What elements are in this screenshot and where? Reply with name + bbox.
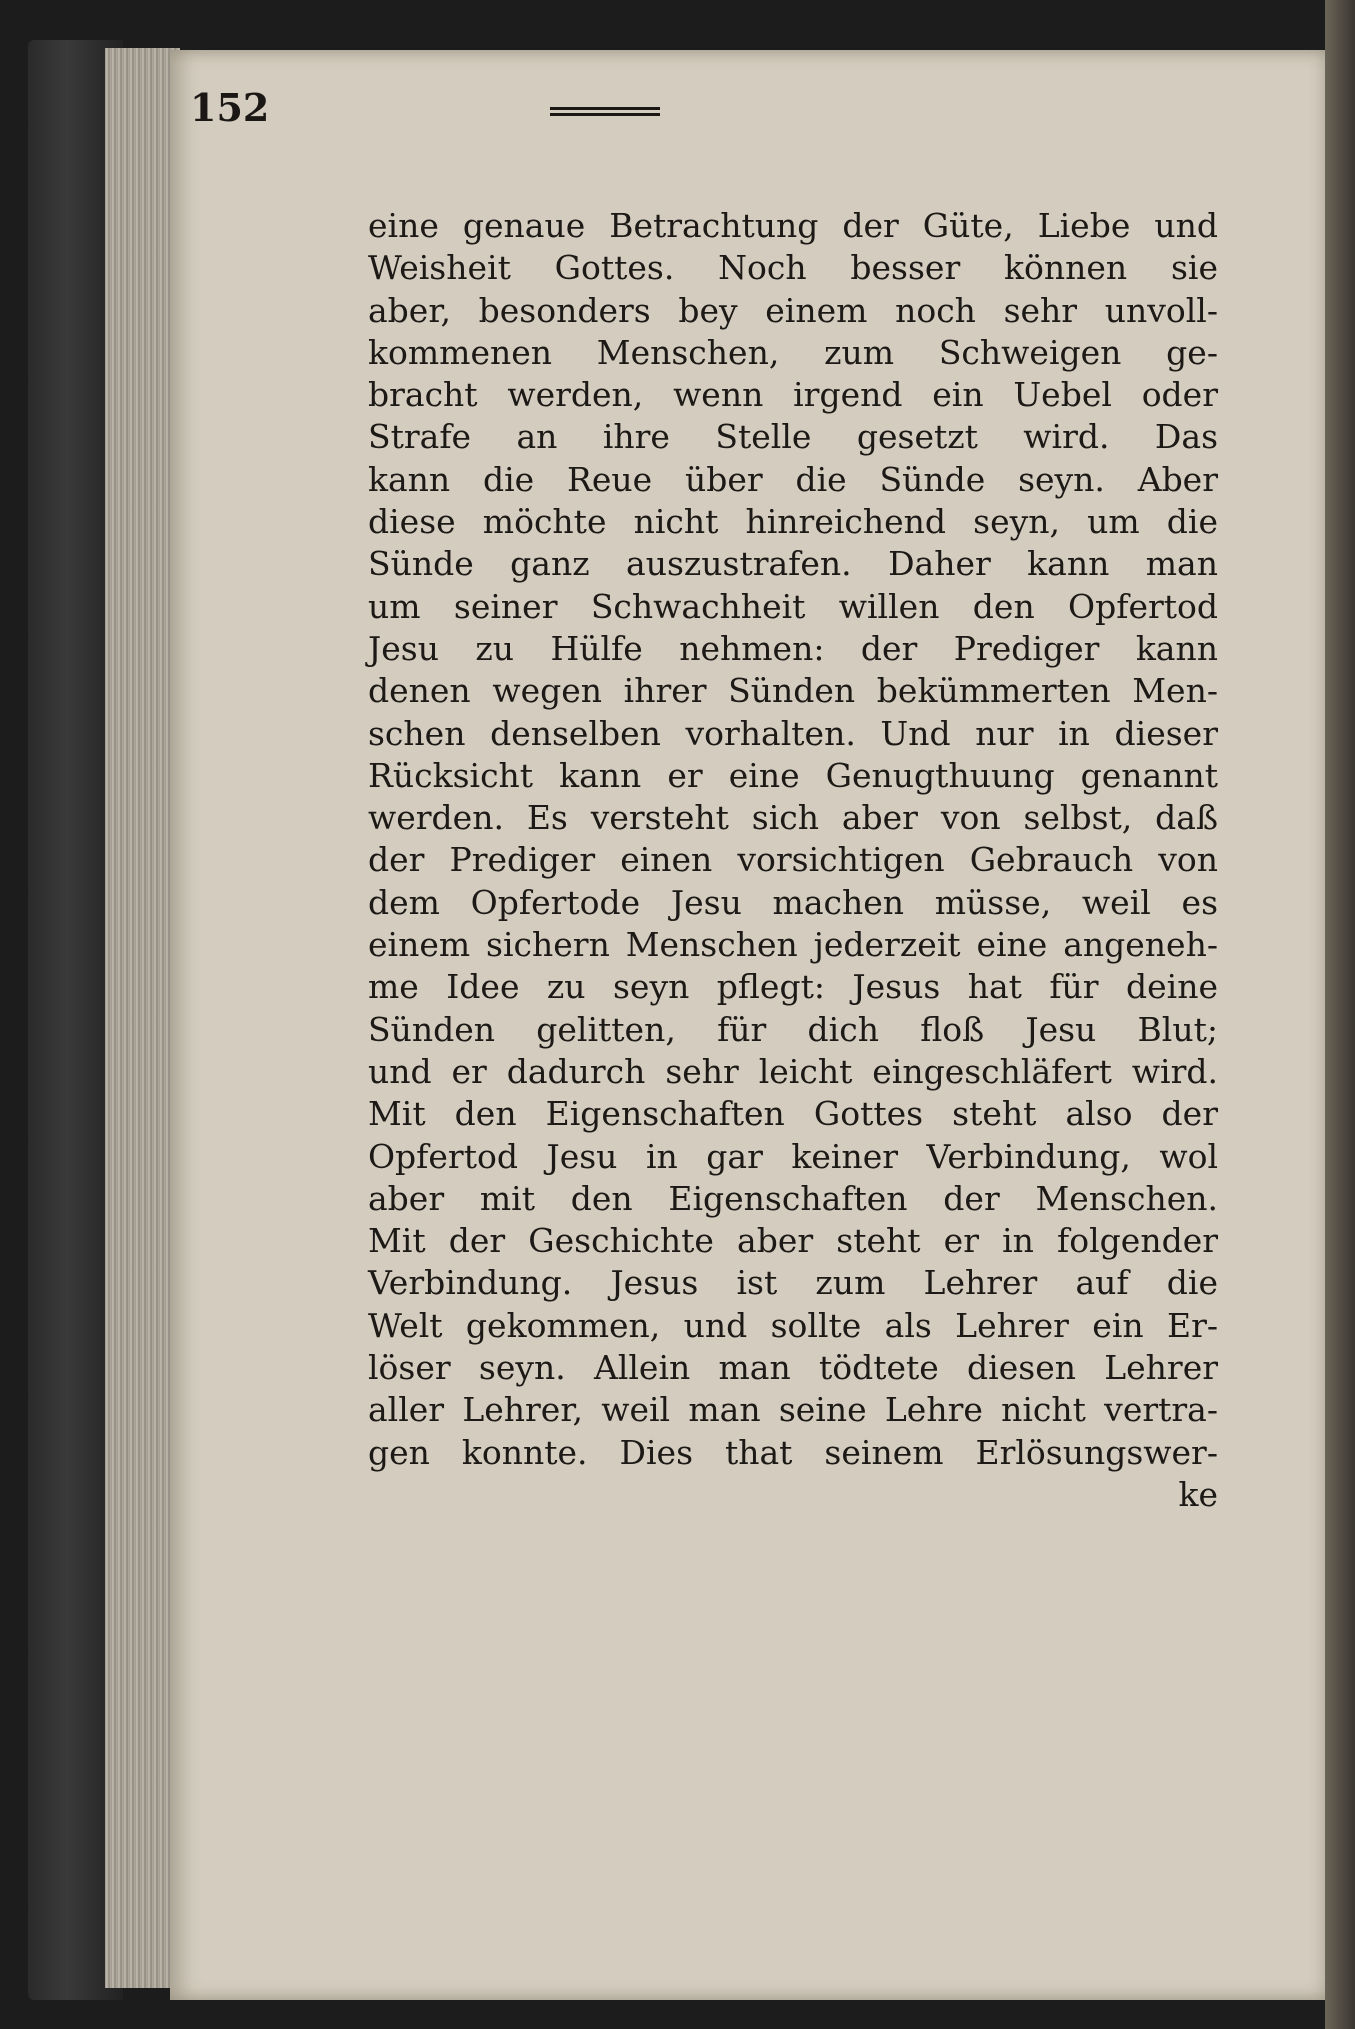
text-line: Rücksicht kann er eine Genugthuung genannt [368,755,1218,795]
text-line: Sünde ganz auszustrafen. Daher kann man [368,544,1218,584]
text-line: Strafe an ihre Stelle gesetzt wird. Das [368,417,1218,457]
text-line: einem sichern Menschen jederzeit eine angeneh- [368,925,1218,965]
text-line: denen wegen ihrer Sünden bekümmerten Men- [368,671,1218,711]
text-line: kommenen Menschen, zum Schweigen ge- [368,332,1218,372]
text-line: Welt gekommen, und sollte als Lehrer ein Er- [368,1305,1218,1345]
text-line: und er dadurch sehr leicht eingeschläfert wird. [368,1051,1218,1091]
text-line: Mit der Geschichte aber steht er in folgender [368,1221,1218,1261]
text-line: Sünden gelitten, für dich floß Jesu Blut; [368,1009,1218,1049]
text-line: Opfertod Jesu in gar keiner Verbindung, wol [368,1136,1218,1176]
text-line: werden. Es versteht sich aber von selbst, daß [368,798,1218,838]
text-line: kann die Reue über die Sünde seyn. Aber [368,459,1218,499]
catchword: ke [1178,1474,1218,1514]
text-line: der Prediger einen vorsichtigen Gebrauch von [368,840,1218,880]
page-number: 152 [190,85,270,130]
text-line: bracht werden, wenn irgend ein Uebel oder [368,375,1218,415]
text-line: schen denselben vorhalten. Und nur in dieser [368,713,1218,753]
page-edges [105,48,180,1988]
text-line: um seiner Schwachheit willen den Opfertod [368,586,1218,626]
text-line: me Idee zu seyn pflegt: Jesus hat für deine [368,967,1218,1007]
text-line: löser seyn. Allein man tödtete diesen Lehrer [368,1348,1218,1388]
text-line: Verbindung. Jesus ist zum Lehrer auf die [368,1263,1218,1303]
text-line: diese möchte nicht hinreichend seyn, um die [368,502,1218,542]
text-line: dem Opfertode Jesu machen müsse, weil es [368,882,1218,922]
text-line: gen konnte. Dies that seinem Erlösungswer- [368,1432,1218,1472]
page-header [190,85,990,145]
text-line: Mit den Eigenschaften Gottes steht also der [368,1094,1218,1134]
gutter-shadow [1325,0,1355,2029]
text-line: aber mit den Eigenschaften der Menschen. [368,1178,1218,1218]
text-line: Weisheit Gottes. Noch besser können sie [368,248,1218,288]
text-line: eine genaue Betrachtung der Güte, Liebe und [368,206,1218,245]
text-line: aber, besonders bey einem noch sehr unvoll- [368,290,1218,330]
body-text [368,205,1218,1516]
text-line: Jesu zu Hülfe nehmen: der Prediger kann [368,628,1218,668]
text-line: aller Lehrer, weil man seine Lehre nicht vertra- [368,1390,1218,1430]
header-rule [550,107,660,116]
